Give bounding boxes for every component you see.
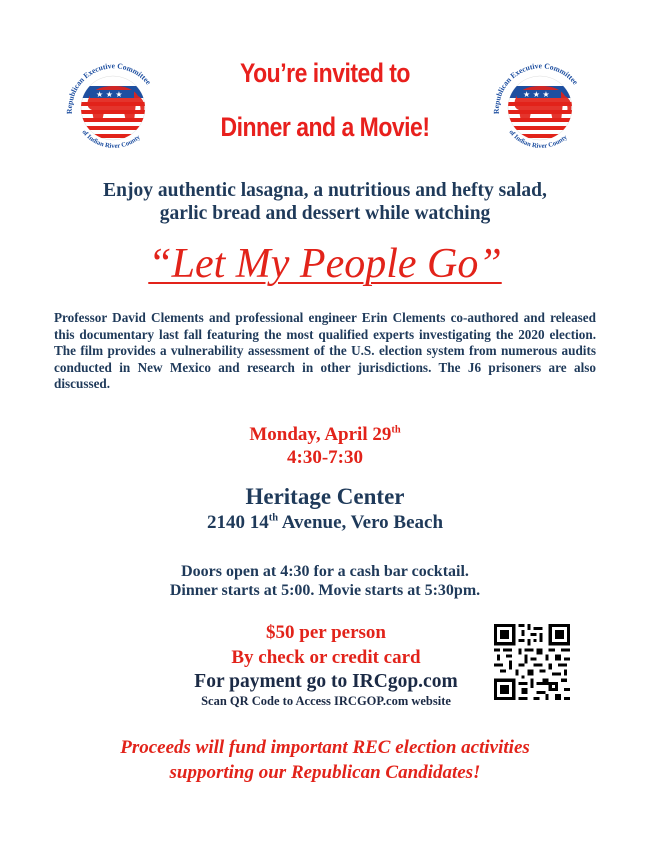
venue-address-street: Avenue, Vero Beach	[278, 512, 444, 533]
rec-elephant-logo	[485, 50, 595, 160]
venue-address-number: 2140 14	[206, 512, 269, 533]
film-title: “Let My People Go”	[148, 241, 502, 287]
schedule-line2: Dinner starts at 5:00. Movie starts at 5:30pm.	[169, 582, 481, 599]
menu-line1: Enjoy authentic lasagna, a nutritious and hefty salad,	[103, 180, 547, 201]
event-date	[0, 424, 650, 446]
film-description: Professor David Clements and professional engineer Erin Clements co-authored and released this documentary last fall featuring the most qualified experts investigating the 2020 election. The film provides a vulnerability assessment of the U.S. election system from numerous audits conducted in New Mexico and research in other jurisdictions. The J6 prisoners are also discussed.	[54, 310, 596, 392]
venue-name: Heritage Center	[245, 484, 405, 509]
invite-heading-line2: Dinner and a Movie!	[220, 111, 430, 142]
invite-heading-line1: You’re invited to	[240, 57, 410, 88]
qr-code-icon[interactable]	[494, 624, 570, 700]
svg-text:Republican Executive Committee: Republican Executive Committee	[491, 61, 580, 115]
schedule-line1: Doors open at 4:30 for a cash bar cocktail.	[181, 563, 469, 580]
event-date-text: Monday, April 29	[249, 424, 392, 445]
event-date-suffix: th	[391, 424, 401, 436]
svg-text:of Indian River County: of Indian River County	[80, 128, 142, 150]
svg-text:of Indian River County: of Indian River County	[507, 128, 569, 150]
svg-text:Republican Executive Committee: Republican Executive Committee	[64, 61, 153, 115]
payment-method: By check or credit card	[231, 647, 421, 668]
logo-right	[485, 50, 595, 160]
qr-note: Scan QR Code to Access IRCGOP.com website	[201, 694, 451, 708]
proceeds-line2: supporting our Republican Candidates!	[169, 762, 481, 783]
proceeds-line1: Proceeds will fund important REC election activities	[120, 737, 530, 758]
event-time: 4:30-7:30	[287, 447, 363, 468]
menu-line2: garlic bread and dessert while watching	[159, 203, 491, 224]
svg-text:★ ★ ★: ★ ★ ★	[523, 90, 550, 99]
venue-address-suffix: th	[268, 512, 278, 524]
venue-address	[0, 512, 650, 534]
price: $50 per person	[266, 622, 386, 643]
payment-site: For payment go to IRCgop.com	[194, 671, 458, 692]
svg-text:★ ★ ★: ★ ★ ★	[96, 90, 123, 99]
